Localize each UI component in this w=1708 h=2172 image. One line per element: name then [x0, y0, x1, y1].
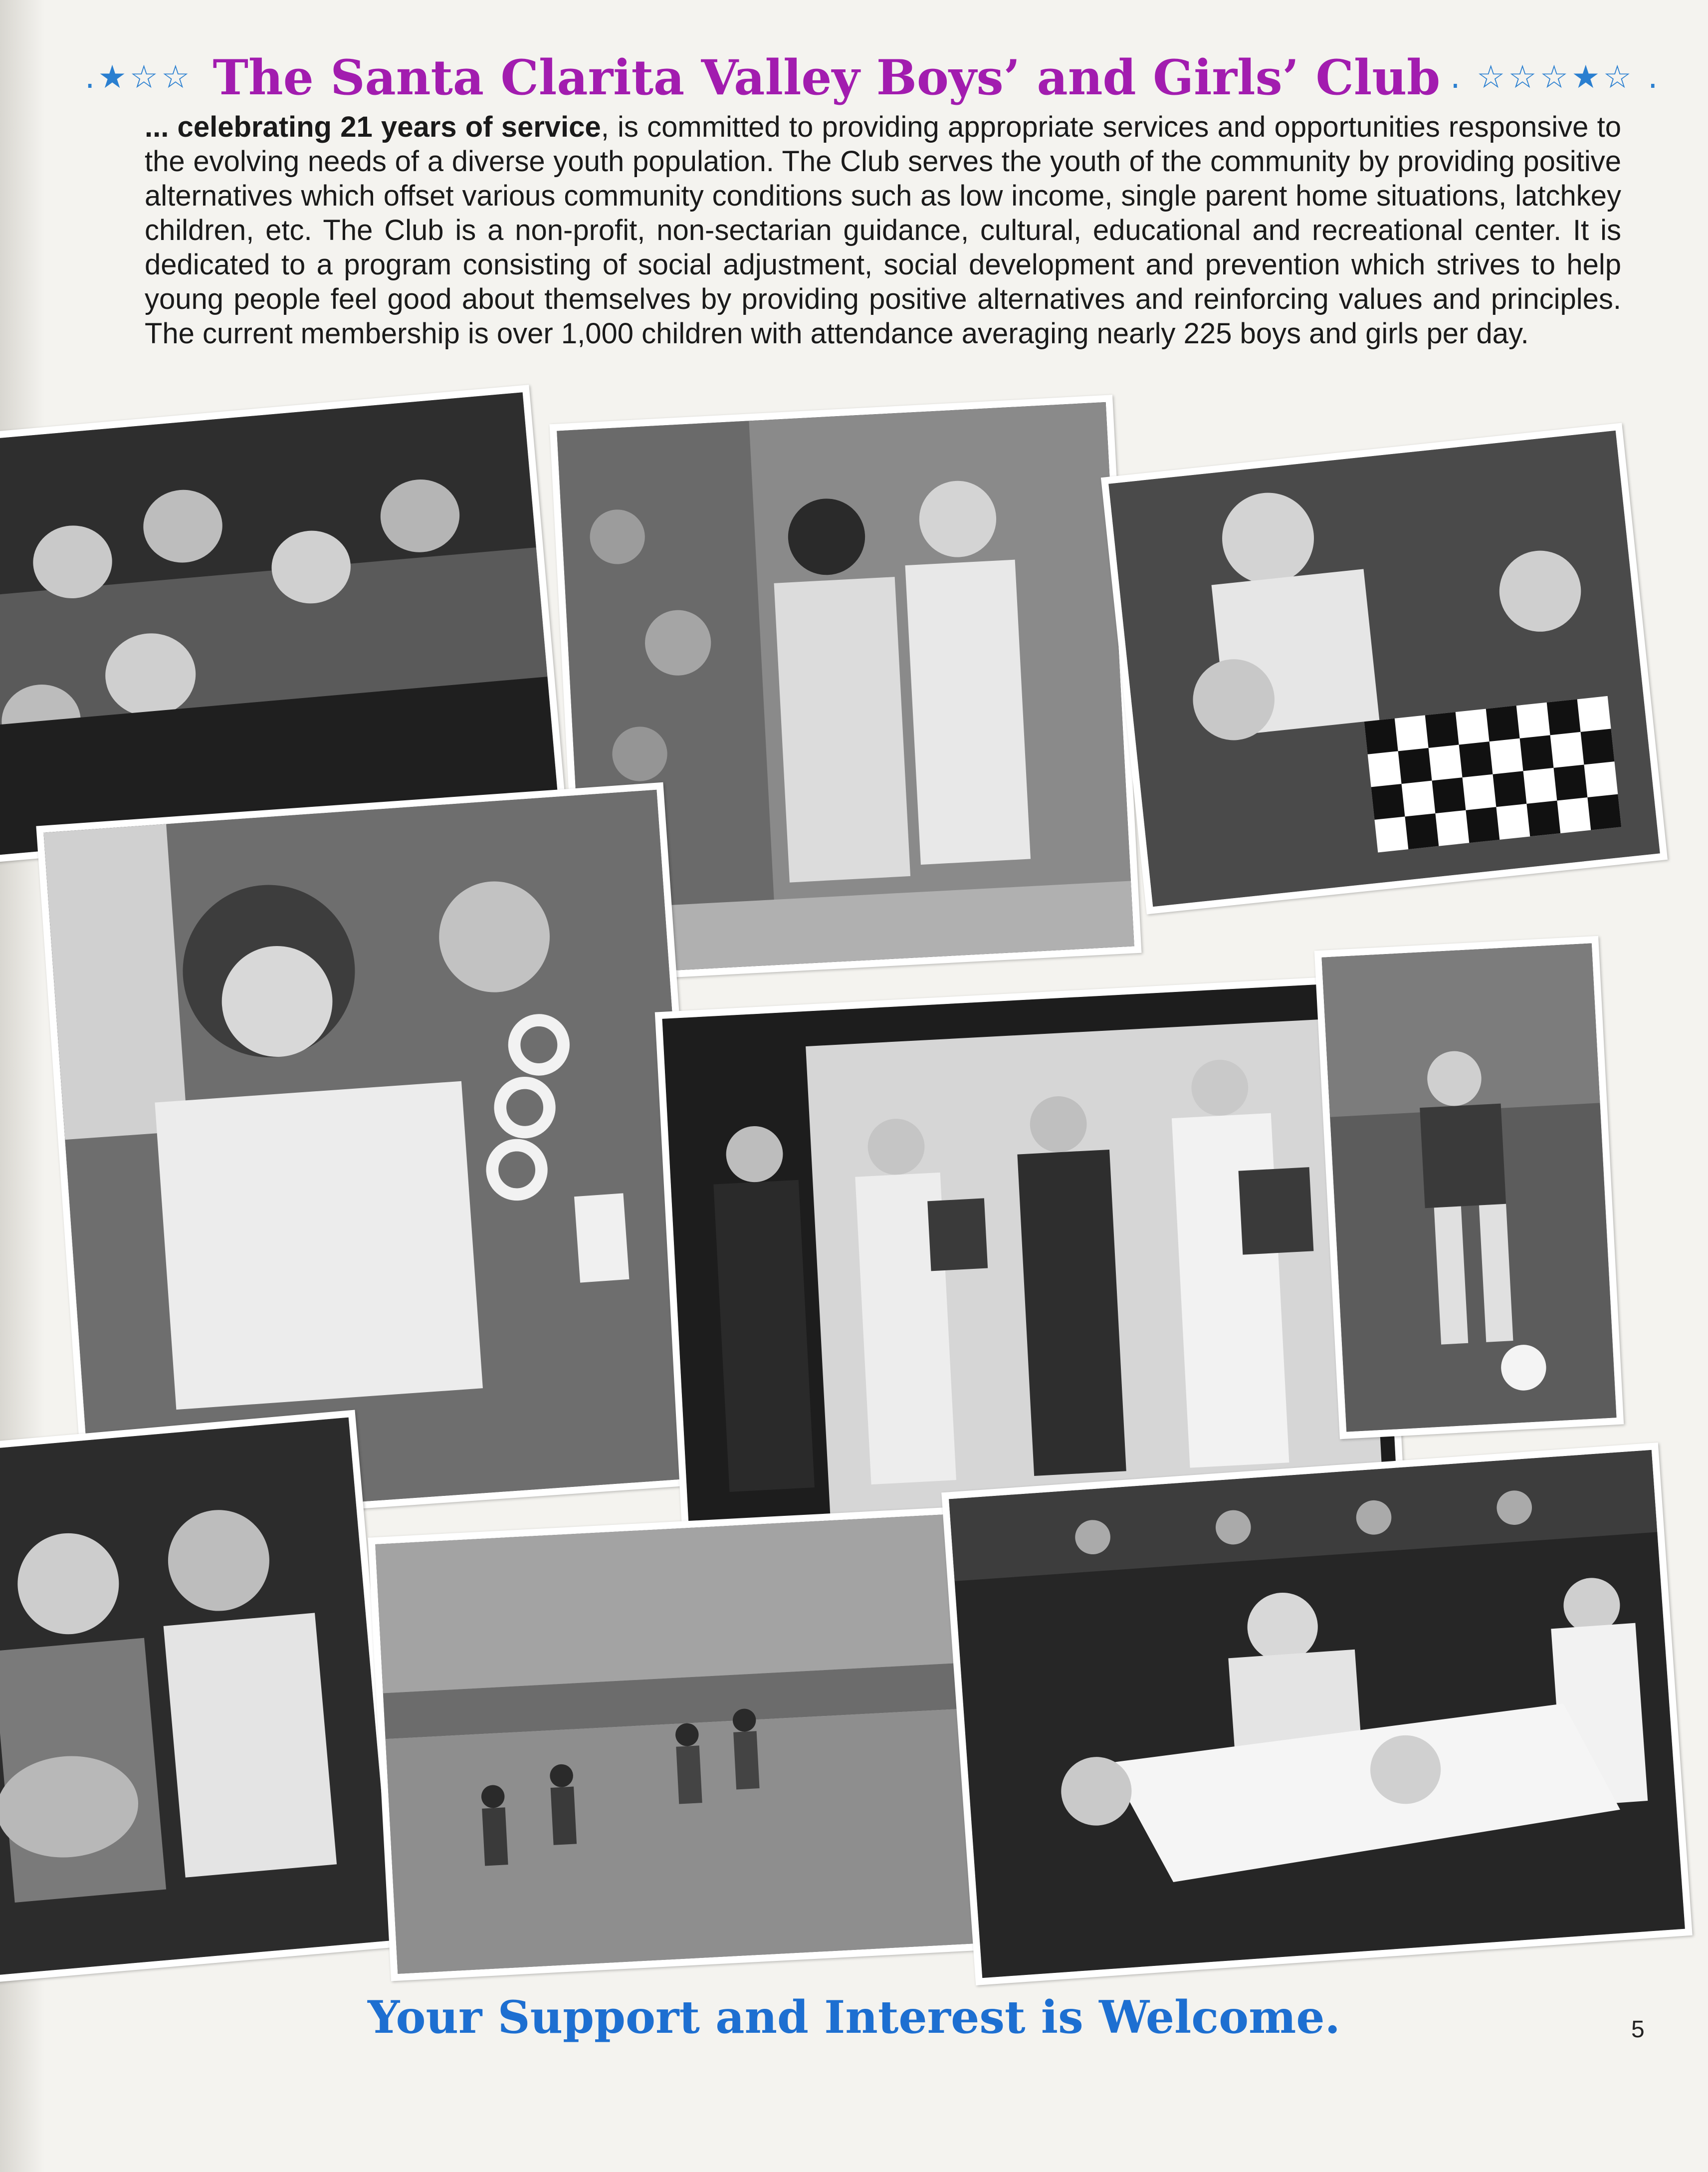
intro-lead: ... celebrating 21 years of service [145, 111, 601, 143]
photo-soccer-player [1314, 936, 1624, 1439]
intro-paragraph [145, 110, 1621, 351]
photo-awards-ceremony [655, 974, 1406, 1550]
photo-playground-basketball [368, 1506, 984, 1981]
photo-checkers-game [1101, 423, 1668, 915]
header [85, 40, 1661, 115]
page-number: 5 [1631, 2016, 1645, 2043]
stars-right-decoration: . ☆☆☆★☆ . [1450, 59, 1661, 96]
intro-body: , is committed to providing appropriate services and opportunities responsive to the evolving needs of a diverse youth population. The Club serves the youth of the community by providing positive alternatives which offset various community conditions such as low income, single parent home situations, latchkey children, etc. The Club is a non-profit, non-sectarian guidance, cultural, educational and recreational center. It is dedicated to a program consisting of social adjustment, social development and prevention which strives to help young people feel good about themselves by providing positive alternatives and reinforcing values and principles. The current membership is over 1,000 children with attendance averaging nearly 225 boys and girls per day. [145, 111, 1621, 350]
photo-arts-table [941, 1443, 1693, 1985]
photo-guitar-teens [0, 1410, 402, 1983]
footer-tagline: Your Support and Interest is Welcome. [368, 1991, 1340, 2044]
stars-left-decoration: .★☆☆ [85, 59, 193, 96]
photo-paper-chain-craft [36, 782, 712, 1528]
photo-teens-group [0, 385, 566, 863]
page-title: The Santa Clarita Valley Boys’ and Girls’ Club [213, 49, 1441, 106]
